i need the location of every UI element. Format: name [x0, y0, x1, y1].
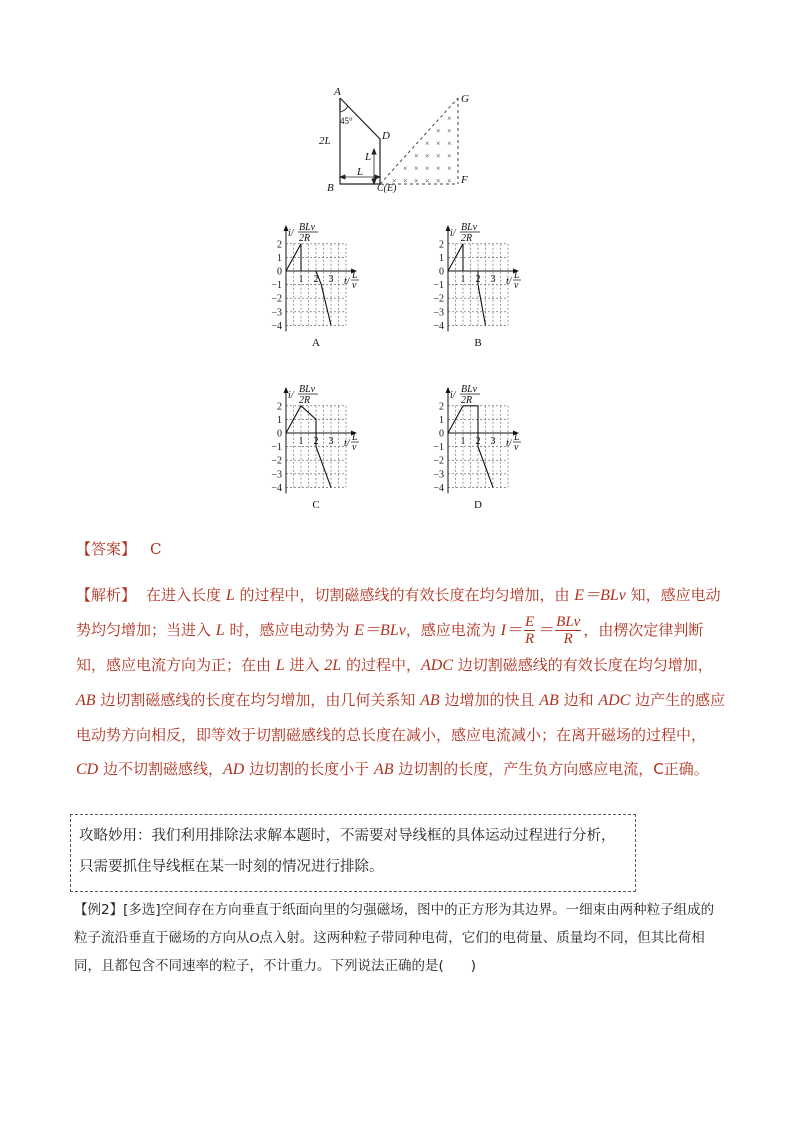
x-axis-label-num: L: [514, 270, 520, 281]
y-tick-label: −2: [433, 293, 444, 305]
x-axis-label-prefix: t/: [344, 438, 350, 449]
option-letter: B: [474, 337, 482, 349]
option-d-graph: [418, 384, 538, 512]
x-axis-label-den: v: [352, 442, 357, 453]
field-cross: ×: [425, 164, 430, 173]
y-tick-label: −3: [433, 307, 444, 319]
x-tick-label: 1: [298, 436, 304, 447]
option-letter: C: [312, 499, 320, 511]
label-A: A: [334, 86, 341, 98]
label-2L: 2L: [319, 135, 331, 147]
field-cross: ×: [447, 126, 452, 136]
field-cross: ×: [447, 176, 452, 186]
field-cross: ×: [436, 151, 441, 161]
field-cross: ×: [414, 164, 419, 173]
y-axis-label-den: 2R: [299, 395, 311, 406]
x-tick-label: 3: [328, 274, 334, 285]
x-axis-label-num: L: [352, 270, 358, 281]
x-axis-label-prefix: t/: [344, 276, 350, 287]
strategy-tip-text: 攻略妙用：我们利用排除法求解本题时，不需要对导线框的具体运动过程进行分析，只需要抓住导线框在某一时刻的情况进行排除。: [79, 828, 616, 875]
analysis-tag: 【解析】: [76, 586, 137, 604]
field-cross: ×: [414, 151, 419, 161]
x-axis-label-den: v: [352, 280, 357, 291]
label-angle: 45°: [340, 116, 353, 126]
y-axis-label-prefix: i/: [450, 390, 456, 401]
y-tick-label: 2: [277, 239, 282, 251]
label-CE: C(E): [377, 183, 397, 194]
x-axis-label-prefix: t/: [506, 438, 512, 449]
field-cross: ×: [436, 139, 441, 148]
label-L-side: L: [365, 151, 372, 163]
y-axis-label-den: 2R: [461, 233, 473, 244]
field-cross: ×: [414, 176, 419, 186]
y-tick-label: 2: [439, 239, 444, 251]
x-tick-label: 2: [475, 436, 481, 447]
x-axis-label-prefix: t/: [506, 276, 512, 287]
y-tick-label: −4: [433, 320, 444, 332]
x-tick-label: 1: [460, 274, 466, 285]
field-cross: ×: [447, 139, 452, 148]
x-tick-label: 3: [490, 436, 496, 447]
y-tick-label: −3: [433, 469, 444, 481]
y-tick-label: 1: [439, 252, 444, 264]
x-tick-label: 1: [460, 436, 466, 447]
y-tick-label: 1: [439, 414, 444, 426]
x-tick-label: 1: [298, 274, 304, 285]
y-axis-label-prefix: i/: [288, 228, 294, 239]
y-axis-label-num: BLv: [461, 222, 478, 233]
x-tick-label: 2: [313, 436, 319, 447]
option-letter: D: [474, 499, 482, 511]
y-axis-label-prefix: i/: [288, 390, 294, 401]
field-cross: ×: [425, 139, 430, 148]
y-tick-label: 0: [277, 266, 282, 278]
y-axis-label-den: 2R: [461, 395, 473, 406]
fraction-blv-over-r: $\frac{\text{BLv}}{R}$: [556, 614, 581, 647]
frame-field-figure: [310, 84, 490, 196]
answer-line: [76, 538, 162, 559]
x-tick-label: 2: [475, 274, 481, 285]
option-letter: A: [312, 337, 320, 349]
field-cross: ×: [436, 126, 441, 136]
y-tick-label: −4: [271, 320, 282, 332]
y-axis-label-num: BLv: [299, 222, 316, 233]
answer-tag: 【答案】: [76, 540, 137, 558]
y-axis-label-num: BLv: [461, 384, 478, 395]
y-tick-label: 1: [277, 252, 282, 264]
label-F: F: [461, 174, 468, 186]
fraction-e-over-r: $\frac{E}{R}$: [524, 614, 535, 647]
option-b-graph: [418, 222, 538, 350]
y-tick-label: −2: [271, 293, 282, 305]
y-tick-label: −1: [271, 442, 282, 454]
y-tick-label: −3: [271, 469, 282, 481]
field-cross: ×: [436, 176, 441, 186]
field-cross: ×: [392, 176, 397, 186]
option-a-graph: [256, 222, 376, 350]
y-tick-label: 2: [439, 401, 444, 413]
y-tick-label: −1: [433, 280, 444, 292]
y-tick-label: −4: [433, 482, 444, 494]
field-marks: [392, 114, 452, 186]
option-c-graph: [256, 384, 376, 512]
field-cross: ×: [403, 176, 408, 186]
point-o: O: [249, 930, 260, 945]
y-tick-label: 0: [439, 266, 444, 278]
field-cross: ×: [403, 164, 408, 173]
y-tick-label: −3: [271, 307, 282, 319]
y-tick-label: −1: [271, 280, 282, 292]
x-axis-label-den: v: [514, 442, 519, 453]
y-axis-label-den: 2R: [299, 233, 311, 244]
field-cross: ×: [425, 176, 430, 186]
answer-value: C: [150, 540, 162, 558]
x-tick-label: 3: [490, 274, 496, 285]
x-axis-label-num: L: [352, 432, 358, 443]
y-tick-label: 1: [277, 414, 282, 426]
label-L-bottom: L: [357, 166, 364, 178]
field-cross: ×: [447, 151, 452, 161]
y-tick-label: 0: [439, 428, 444, 440]
y-tick-label: 2: [277, 401, 282, 413]
strategy-tip-box: [70, 814, 636, 892]
x-axis-label-den: v: [514, 280, 519, 291]
field-cross: ×: [425, 151, 430, 161]
field-cross: ×: [436, 164, 441, 173]
y-axis-label-prefix: i/: [450, 228, 456, 239]
y-tick-label: −4: [271, 482, 282, 494]
x-axis-label-num: L: [514, 432, 520, 443]
y-tick-label: −2: [433, 455, 444, 467]
analysis-paragraph: 【解析】 在进入长度 L 的过程中，切割磁感线的有效长度在均匀增加，由 E＝BLv 知，感应电动势均匀增加；当进入 L 时，感应电动势为 E＝BLv，感应电流为 I＝ $\frac{E}{R}$ ＝ $\frac{\text{BLv}}{R}$ ，由楞次定律判断知，感应电流方向为正；在由 L 进入 2L 的过程中，ADC 边切割磁感线的有效长度在均匀增加，AB 边切割磁感线的长度在均匀增加，由几何关系知 AB 边增加的快且 AB 边和 ADC 边产生的感应电动势方向相反，即等效于切割磁感线的总长度在减小，感应电流减小；在离开磁场的过程中，CD 边不切割磁感线，AD 边切割的长度小于 AB 边切割的长度，产生负方向感应电流，C正确。: [76, 586, 726, 778]
y-tick-label: 0: [277, 428, 282, 440]
label-G: G: [461, 93, 469, 105]
example-2-question: 【例2】[多选]空间存在方向垂直于纸面向里的匀强磁场，图中的正方形为其边界。一细束由两种粒子组成的粒子流沿垂直于磁场的方向从O点入射。这两种粒子带同种电荷，它们的电荷量、质量均不同，但其比荷相同，且都包含不同速率的粒子，不计重力。下列说法正确的是( ): [74, 902, 715, 974]
field-cross: ×: [447, 114, 452, 123]
label-D: D: [382, 130, 390, 142]
field-cross: ×: [447, 164, 452, 173]
y-tick-label: −1: [433, 442, 444, 454]
y-tick-label: −2: [271, 455, 282, 467]
x-tick-label: 2: [313, 274, 319, 285]
y-axis-label-num: BLv: [299, 384, 316, 395]
x-tick-label: 3: [328, 436, 334, 447]
label-B: B: [327, 182, 334, 194]
